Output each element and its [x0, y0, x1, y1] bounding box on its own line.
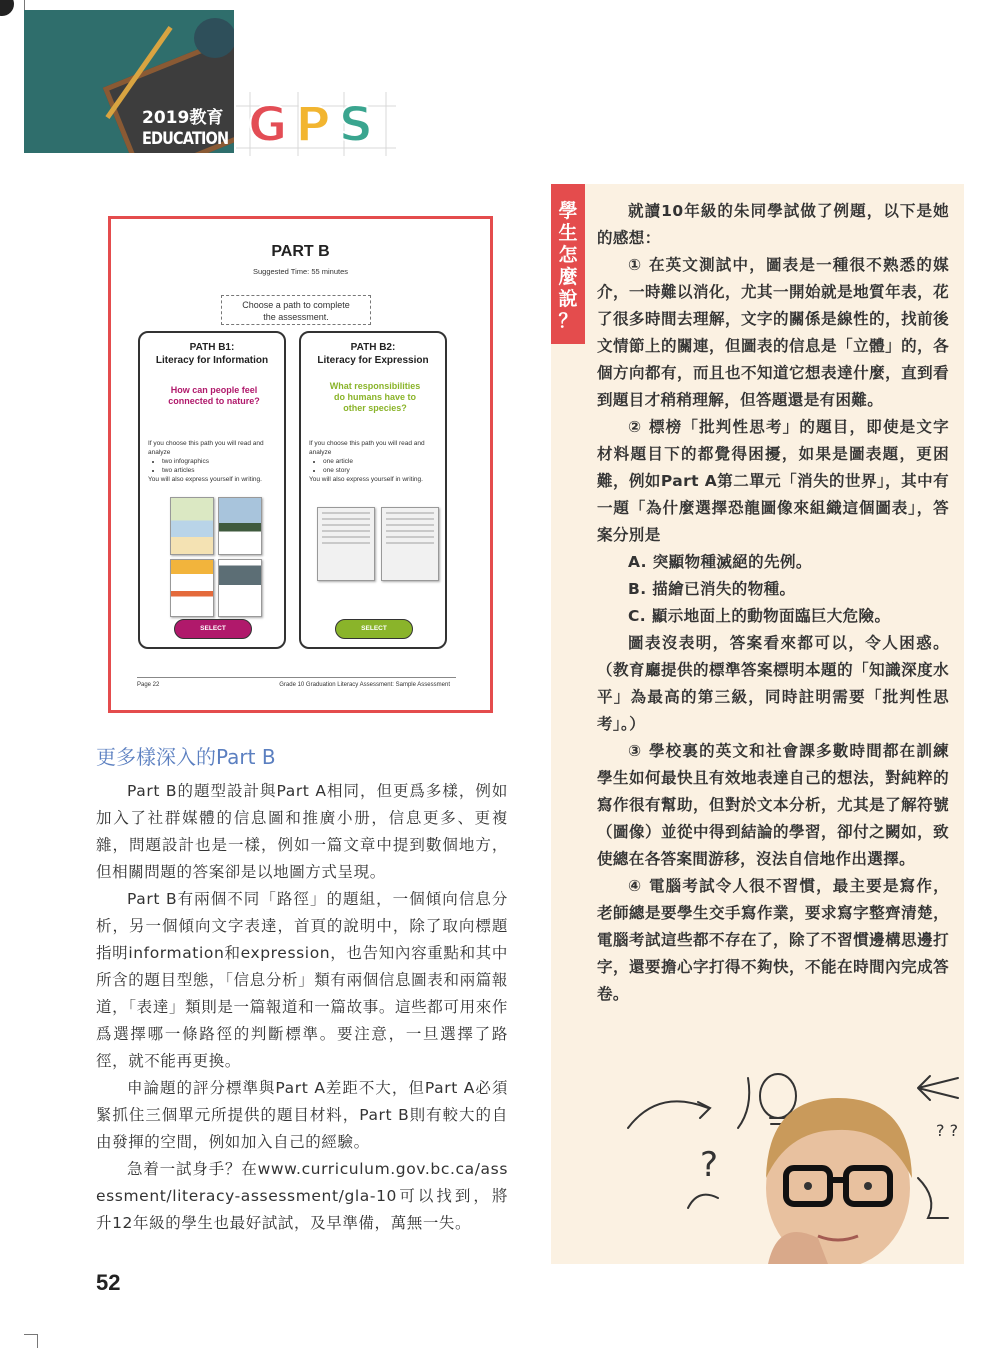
crop-mark: [37, 1334, 38, 1348]
article-thumbnail: [317, 507, 375, 581]
choose-line-1: Choose a path to complete: [242, 300, 350, 310]
thinking-girl-illustration: [618, 1068, 964, 1264]
logo-letter-s: S: [338, 97, 374, 153]
tab-char: 學: [558, 200, 578, 222]
infographic-thumbnail: [170, 497, 214, 555]
path-b2-desc-intro: If you choose this path you will read and analyze: [309, 440, 425, 456]
figure-footer-page: Page 22: [137, 682, 160, 688]
section-heading: 更多樣深入的Part B: [96, 745, 276, 769]
path-b1-desc-intro: If you choose this path you will read and analyze: [148, 440, 264, 456]
article-thumbnail: [218, 497, 262, 555]
panel-paragraph: ① 在英文測試中，圖表是一種很不熟悉的媒介，一時難以消化，尤其一開始就是地質年表，花了很多時間去理解，文字的關係是線性的，找前後文情節上的關連，但圖表的信息是「立體」的，各個方向都有，而且也不知道它想表達什麼，直到看到題目才稍稍理解，但答題還是有困難。: [597, 256, 949, 409]
choose-line-2: the assessment.: [263, 312, 329, 322]
part-b-figure: [108, 216, 493, 713]
gps-logo: [248, 98, 373, 156]
path-b2-title-line2: Literacy for Expression: [317, 355, 429, 366]
body-paragraph: 申論題的評分標準與Part A差距不大，但Part A必須緊抓住三個單元所提供的題目材料，Part B則有較大的自由發揮的空間，例如加入自己的經驗。: [96, 1079, 508, 1151]
panel-paragraph: 就讀10年級的朱同學試做了例題，以下是她的感想：: [597, 202, 949, 247]
path-b1-description: [148, 439, 284, 484]
header-education: EDUCATION: [142, 129, 229, 149]
panel-paragraph: ② 標榜「批判性思考」的題目，即使是文字材料題目下的都覺得困擾，如果是圖表題，更困難，例如Part A第二單元「消失的世界」，其中有一題「為什麼選擇恐龍圖像來組織這個圖表」，答案分別是: [597, 418, 949, 544]
path-b1-question-line2: connected to nature?: [168, 396, 260, 406]
body-paragraph: Part B的題型設計與Part A相同，但更爲多樣，例如加入了社群媒體的信息圖和推廣小册，信息更多、更複雜，問題設計也是一樣，例如一篇文章中提到數個地方，但相關問題的答案卻是以地圖方式呈現。: [96, 782, 508, 881]
path-b1-item: • two infographics: [162, 457, 284, 466]
page-number: 52: [96, 1270, 121, 1295]
apple-graphic: [194, 18, 234, 58]
student-view-body: [597, 198, 949, 1008]
body-paragraph: Part B有兩個不同「路徑」的題組，一個傾向信息分析，另一個傾向文字表達，首頁的說明中，除了取向標題指明information和expression，也告知內容重點和其中所含的題目型態，「信息分析」類有兩個信息圖表和兩篇報道，「表達」類則是一篇報道和一篇故事。這些都可用來作爲選擇哪一條路徑的判斷標準。要注意，一旦選擇了路徑，就不能再更換。: [96, 890, 508, 1070]
figure-footer: [137, 677, 456, 688]
body-paragraph: 急着一試身手？在www.curriculum.gov.bc.ca/assessment/literacy-assessment/gla-10可以找到，將升12年級的學生也最好試試，及早準備，萬無一失。: [96, 1160, 508, 1232]
figure-title: PART B: [271, 243, 330, 260]
path-b1-question-line1: How can people feel: [170, 385, 258, 395]
tab-char: 生: [558, 222, 578, 244]
select-b2-button[interactable]: SELECT: [335, 619, 413, 639]
choose-path-box: [221, 295, 371, 325]
doodle-arrow: [628, 1101, 708, 1128]
path-b2-question-line3: other species?: [343, 403, 407, 413]
panel-paragraph: 圖表沒表明，答案看來都可以，令人困惑。（教育廳提供的標準答案標明本題的「知識深度水平」為最高的第三級，同時註明需要「批判性思考」。）: [597, 634, 949, 733]
logo-letter-p: P: [295, 97, 331, 153]
path-b2-question-line1: What responsibilities: [329, 381, 421, 391]
tab-char: 麼: [558, 266, 578, 288]
path-b1-title: [140, 341, 284, 367]
path-b1-item: • two articles: [162, 466, 284, 475]
left-body: [96, 778, 508, 1237]
path-b1-desc-outro: You will also express yourself in writing.: [148, 476, 262, 483]
figure-footer-title: Grade 10 Graduation Literacy Assessment: Sample Assessment: [279, 682, 450, 688]
path-b1-title-line1: PATH B1:: [189, 342, 235, 353]
path-b1-question: [150, 385, 278, 407]
tab-char: 怎: [558, 244, 578, 266]
path-b1-card: [138, 331, 286, 649]
path-b2-card: [299, 331, 447, 649]
path-b2-title: [301, 341, 445, 367]
story-thumbnail: [381, 507, 439, 581]
figure-subtitle: Suggested Time: 55 minutes: [252, 267, 349, 276]
article-thumbnail: [218, 559, 262, 617]
select-b1-button[interactable]: SELECT: [174, 619, 252, 639]
path-b2-desc-outro: You will also express yourself in writing.: [309, 476, 423, 483]
infographic-thumbnail: [170, 559, 214, 617]
student-view-tab: [551, 184, 585, 344]
tab-char: 說: [558, 288, 578, 310]
header-banner: [24, 10, 234, 153]
panel-paragraph: ④ 電腦考試令人很不習慣，最主要是寫作，老師總是要學生交手寫作業，要求寫字整齊清楚，電腦考試這些都不存在了，除了不習慣邊構思邊打字，還要擔心字打得不夠快，不能在時間內完成答卷。: [597, 877, 949, 1003]
path-b2-question: [311, 381, 439, 414]
answer-option: C. 顯示地面上的動物面臨巨大危險。: [628, 607, 891, 625]
panel-paragraph: ③ 學校裏的英文和社會課多數時間都在訓練學生如何最快且有效地表達自己的想法，對純粹的寫作很有幫助，但對於文本分析，尤其是了解符號（圖像）並從中得到結論的學習，卻付之闕如，致使總在各答案間游移，沒法自信地作出選擇。: [597, 742, 949, 868]
corner-dot: [0, 0, 14, 16]
crop-mark: [24, 1334, 38, 1335]
path-b2-item: • one article: [323, 457, 445, 466]
question-mark-doodle: ? ?: [936, 1121, 959, 1140]
answer-option: B. 描繪已消失的物種。: [628, 580, 796, 598]
path-b2-description: [309, 439, 445, 484]
path-b2-item: • one story: [323, 466, 445, 475]
path-b1-title-line2: Literacy for Information: [155, 355, 269, 366]
question-mark-doodle: ?: [700, 1145, 719, 1185]
header-year: 2019教育: [142, 108, 224, 128]
path-b2-title-line1: PATH B2:: [350, 342, 396, 353]
path-b2-question-line2: do humans have to: [333, 392, 416, 402]
logo-letter-g: G: [248, 97, 288, 153]
answer-option: A. 突顯物種滅絕的先例。: [628, 553, 812, 571]
tab-char: ？: [558, 310, 578, 332]
